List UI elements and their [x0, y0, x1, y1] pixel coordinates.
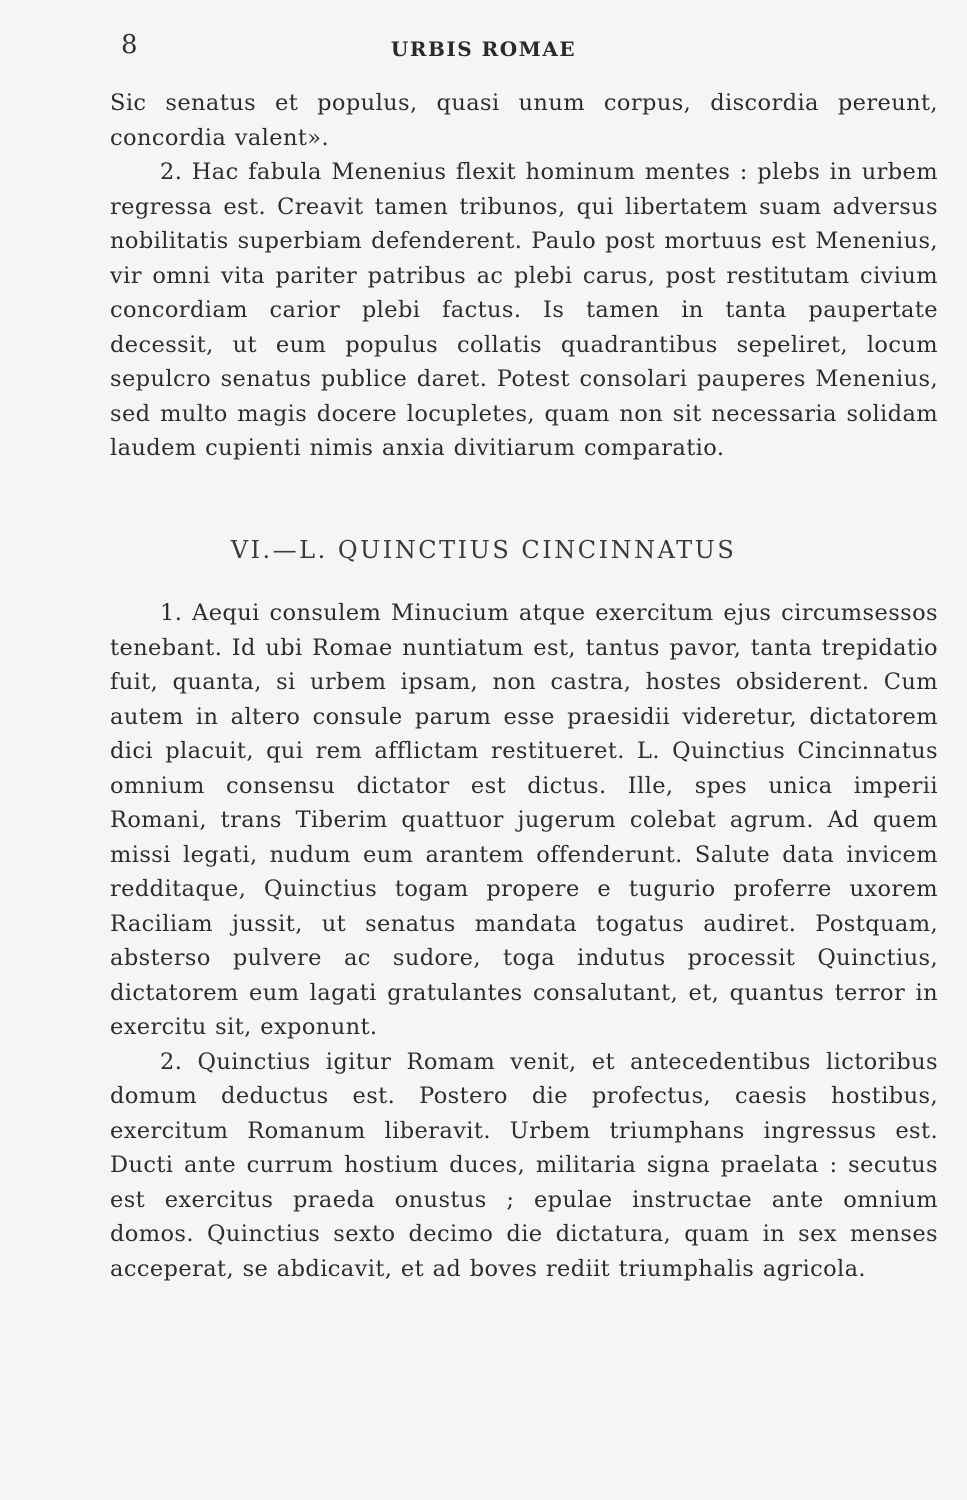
paragraph-2-cincinnatus: 2. Quinctius igitur Romam venit, et antecedentibus lictoribus domum deductus est. Postero die profectus, caesis hostibus, exercitum Romanum liberavit. Urbem triumphans ingressus est. Ducti ante currum hostium duces, militaria signa praelata : secutus est exercitus praeda onustus ; epulae instructae ante omnium domos. Quinctius sexto decimo die dictatura, quam in sex menses acceperat, se abdicavit, et ad boves rediit triumphalis agricola. — [110, 1048, 938, 1282]
page-number: 8 — [121, 30, 138, 60]
running-head: URBIS ROMAE — [390, 37, 577, 61]
paragraph-1-cincinnatus: 1. Aequi consulem Minucium atque exercitum ejus circumsessos tenebant. Id ubi Romae nuntiatum est, tantus pavor, tanta trepidatio fuit, quanta, si urbem ipsam, non castra, hostes obsiderent. Cum autem in altero consule parum esse praesidii videretur, dictatorem dici placuit, qui rem afflictam restitueret. L. Quinctius Cincinnatus omnium consensu dictator est dictus. Ille, spes unica imperii Romani, trans Tiberim quattuor jugerum colebat agrum. Ad quem missi legati, nudum eum arantem offenderunt. Salute data invicem redditaque, Quinctius togam propere e tugurio proferre uxorem Raciliam jussit, ut senatus mandata togatus audiret. Postquam, absterso pulvere ac sudore, toga indutus processit Quinctius, dictatorem eum lagati gratulantes consalutant, et, quantus terror in exercitu sit, exponunt. — [110, 600, 938, 1040]
continuation-paragraph: Sic senatus et populus, quasi unum corpus, discordia pereunt, concordia valent». — [110, 90, 938, 151]
page-header — [0, 28, 967, 68]
text-block-lower — [110, 596, 938, 1286]
section-heading: VI.—L. QUINCTIUS CINCINNATUS — [230, 536, 737, 564]
paragraph-2-menenius: 2. Hac fabula Menenius flexit hominum mentes : plebs in urbem regressa est. Creavit tamen tribunos, qui libertatem suam adversus nobilitatis superbiam defenderent. Paulo post mortuus est Menenius, vir omni vita pariter patribus ac plebi carus, post restitutam civium concordiam carior plebi factus. Is tamen in tanta paupertate decessit, ut eum populus collatis quadrantibus sepeliret, locum sepulcro senatus publice daret. Potest consolari pauperes Menenius, sed multo magis docere locupletes, quam non sit necessaria solidam laudem cupienti nimis anxia divitiarum comparatio. — [110, 159, 938, 461]
text-block-upper — [110, 86, 938, 466]
